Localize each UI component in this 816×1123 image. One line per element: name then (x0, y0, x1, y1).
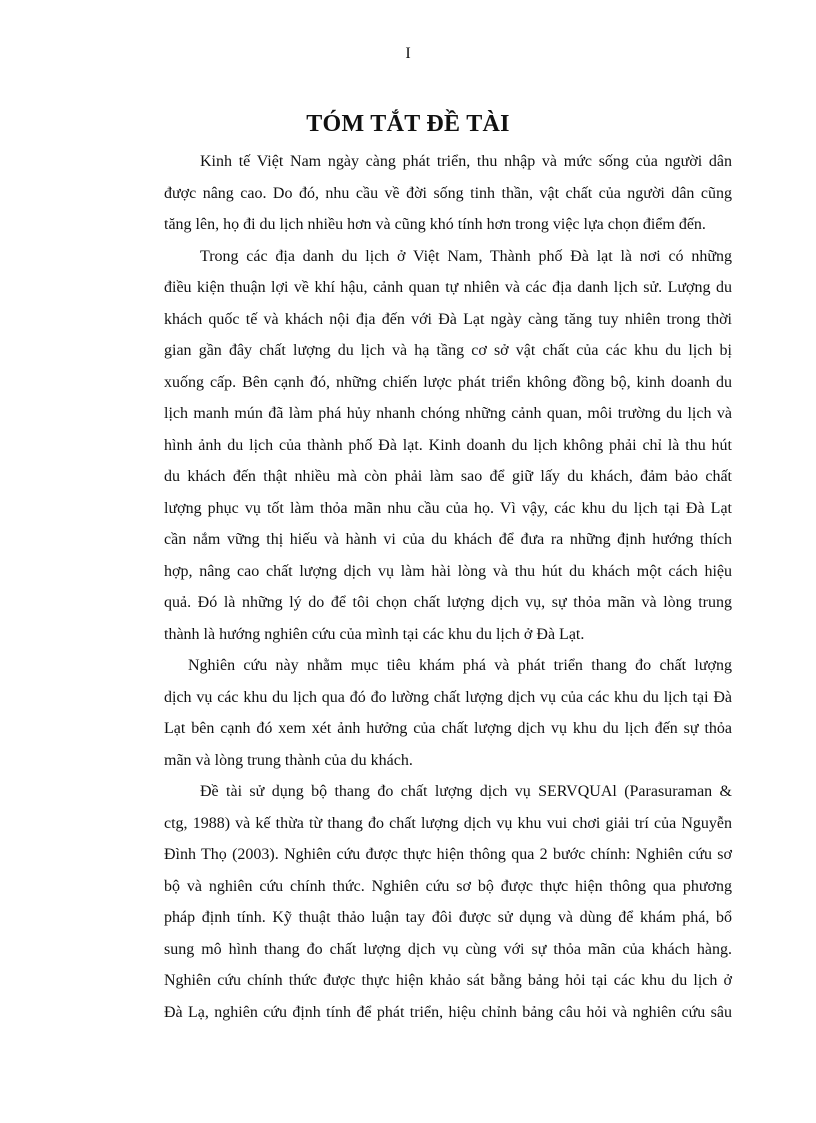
text-line: mãn và lòng trung thành của du khách. (164, 751, 413, 769)
text-line: hợp, nâng cao chất lượng dịch vụ làm hài lòng và thu hút du khách một cách hiệu (164, 562, 732, 580)
text-line: tăng lên, họ đi du lịch nhiều hơn và cũng khó tính hơn trong việc lựa chọn điểm đến. (164, 216, 706, 233)
text-line: sung mô hình thang đo chất lượng dịch vụ cùng với sự thỏa mãn của khách hàng. (164, 940, 732, 958)
text-line: Kinh tế Việt Nam ngày càng phát triển, thu nhập và mức sống của người dân (200, 153, 732, 170)
text-line: du khách đến thật nhiều mà còn phải làm sao để giữ lấy du khách, đảm bảo chất (164, 468, 732, 485)
text-line: điều kiện thuận lợi về khí hậu, cảnh quan tự nhiên và các địa danh lịch sử. Lượng du (164, 279, 732, 296)
text-line: Đình Thọ (2003). Nghiên cứu được thực hiện thông qua 2 bước chính: Nghiên cứu sơ (164, 846, 732, 863)
text-line: thành là hướng nghiên cứu của mình tại các khu du lịch ở Đà Lạt. (164, 625, 585, 643)
text-line: pháp định tính. Kỹ thuật thảo luận tay đôi được sử dụng và dùng để khám phá, bổ (164, 909, 732, 926)
text-line: Trong các địa danh du lịch ở Việt Nam, Thành phố Đà lạt là nơi có những (200, 247, 732, 265)
page-number: I (405, 45, 411, 62)
document-body (164, 146, 732, 1028)
text-line: quả. Đó là những lý do để tôi chọn chất lượng dịch vụ, sự thỏa mãn và lòng trung (164, 594, 732, 611)
text-line: xuống cấp. Bên cạnh đó, những chiến lược phát triển không đồng bộ, kinh doanh du (164, 373, 732, 391)
page-title: TÓM TẮT ĐỀ TÀI (306, 111, 510, 137)
text-line: Đề tài sử dụng bộ thang đo chất lượng dịch vụ SERVQUAl (Parasuraman & (200, 783, 732, 800)
text-line: Nghiên cứu chính thức được thực hiện khảo sát bằng bảng hỏi tại các khu du lịch ở (164, 972, 732, 989)
text-line: bộ và nghiên cứu chính thức. Nghiên cứu sơ bộ được thực hiện thông qua phương (164, 877, 732, 895)
text-line: Đà Lạ, nghiên cứu định tính để phát triển, hiệu chỉnh bảng câu hỏi và nghiên cứu sâu (164, 1003, 732, 1021)
text-line: gian gần đây chất lượng du lịch và hạ tầng cơ sở vật chất của các khu du lịch bị (164, 342, 732, 359)
text-line: khách quốc tế và khách nội địa đến với Đà Lạt ngày càng tăng tuy nhiên trong thời (164, 310, 732, 328)
text-line: Nghiên cứu này nhằm mục tiêu khám phá và phát triển thang đo chất lượng (188, 657, 732, 674)
text-line: ctg, 1988) và kế thừa từ thang đo chất lượng dịch vụ khu vui chơi giải trí của Nguyễn (164, 814, 732, 832)
text-line: cần nắm vững thị hiếu và hành vi của du khách để đưa ra những định hướng thích (164, 531, 732, 548)
text-line: lượng phục vụ tốt làm thỏa mãn nhu cầu của họ. Vì vậy, các khu du lịch tại Đà Lạt (164, 499, 732, 517)
text-line: lịch manh mún đã làm phá hủy nhanh chóng những cảnh quan, môi trường du lịch và (164, 405, 732, 422)
text-line: được nâng cao. Do đó, nhu cầu về đời sống tinh thần, vật chất của người dân cũng (164, 184, 732, 202)
text-line: Lạt bên cạnh đó xem xét ảnh hưởng của chất lượng dịch vụ khu du lịch đến sự thỏa (164, 720, 732, 737)
text-line: hình ảnh du lịch của thành phố Đà lạt. Kinh doanh du lịch không phải chỉ là thu hút (164, 436, 732, 454)
text-line: dịch vụ các khu du lịch qua đó đo lường chất lượng dịch vụ của các khu du lịch tại Đà (164, 688, 732, 706)
